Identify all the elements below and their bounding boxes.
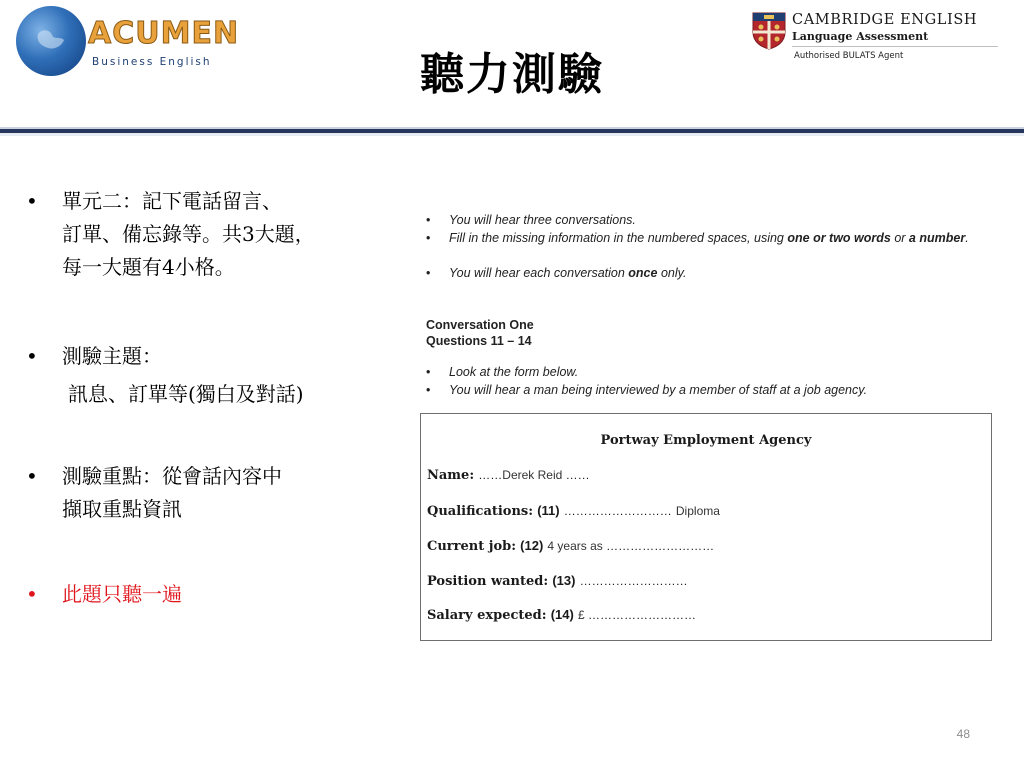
form-label: Qualifications: xyxy=(427,504,534,519)
question-number: (11) xyxy=(537,503,560,518)
bullet-dot-icon: • xyxy=(426,266,431,280)
bullet-dot-icon: • xyxy=(426,383,431,397)
instruction-text xyxy=(449,265,999,282)
form-label: Name: xyxy=(427,468,475,483)
form-dots: ……………………… xyxy=(579,574,688,588)
instruction-text: Look at the form below. xyxy=(449,365,579,379)
form-dots: …… xyxy=(478,468,503,482)
instruction-text xyxy=(449,230,999,247)
header-divider xyxy=(0,127,1024,136)
instruction-emphasis: a number xyxy=(908,231,966,245)
form-row-current-job xyxy=(427,538,987,554)
bullet-line: 擷取重點資訊 xyxy=(62,497,182,521)
bullet-line: 訂單、備忘錄等。共3大題， xyxy=(62,222,315,246)
section-title: Conversation One xyxy=(426,318,534,332)
cambridge-agent-label: Authorised BULATS Agent xyxy=(794,51,904,61)
form-answer: £ xyxy=(577,608,585,622)
bullet-dot-icon: • xyxy=(26,464,38,488)
form-dots: ……………………… xyxy=(563,504,672,518)
question-number: (12) xyxy=(520,538,544,553)
bullet-dot-icon: • xyxy=(26,582,38,606)
form-dots: …… xyxy=(562,468,590,482)
agency-form xyxy=(420,413,992,641)
bullet-dot-icon: • xyxy=(426,365,431,379)
form-title: Portway Employment Agency xyxy=(600,433,812,448)
bullet-line: 測驗重點：從會話內容中 xyxy=(62,464,282,488)
acumen-tagline: Business English xyxy=(92,56,212,68)
form-dots: ……………………… xyxy=(602,539,715,553)
form-row-position-wanted xyxy=(427,573,987,589)
instruction-text-part: Fill in the missing information in the numbered spaces, using xyxy=(449,231,788,245)
instruction-text: You will hear three conversations. xyxy=(449,213,636,227)
bullet-line: 每一大題有4小格。 xyxy=(62,255,235,279)
cambridge-title: CAMBRIDGE ENGLISH xyxy=(792,12,978,28)
bullet-dot-icon: • xyxy=(26,189,38,213)
form-row-salary-expected xyxy=(427,607,987,623)
bullet-line: 此題只聽一遍 xyxy=(62,582,182,606)
instruction-text-part: or xyxy=(890,231,909,245)
form-label: Position wanted: xyxy=(427,574,549,589)
bullet-dot-icon: • xyxy=(26,344,38,368)
form-answer: Diploma xyxy=(675,504,720,518)
form-row-name xyxy=(427,468,987,483)
cambridge-crest-icon xyxy=(752,12,786,50)
section-questions: Questions 11 – 14 xyxy=(426,334,532,348)
form-dots: ……………………… xyxy=(584,608,697,622)
form-label: Current job: xyxy=(427,539,517,554)
instruction-text-part: You will hear each conversation xyxy=(449,266,629,280)
cambridge-divider xyxy=(792,46,998,47)
question-number: (13) xyxy=(552,573,576,588)
bullet-line: 訊息、訂單等(獨白及對話) xyxy=(68,382,304,406)
instruction-text: You will hear a man being interviewed by a member of staff at a job agency. xyxy=(449,383,868,397)
bullet-dot-icon: • xyxy=(426,231,431,245)
page-number: 48 xyxy=(956,727,970,741)
form-label: Salary expected: xyxy=(427,608,547,623)
instruction-text-part: . xyxy=(965,231,969,245)
instruction-text-part: only. xyxy=(657,266,687,280)
acumen-wordmark: ACUMEN xyxy=(88,16,240,51)
bullet-line: 測驗主題： xyxy=(62,344,162,368)
question-number: (14) xyxy=(550,607,574,622)
instruction-emphasis: once xyxy=(628,266,658,280)
page-title: 聽力測驗 xyxy=(420,49,604,100)
form-answer: Derek Reid xyxy=(502,468,563,482)
bullet-line: 單元二：記下電話留言、 xyxy=(62,189,282,213)
bullet-dot-icon: • xyxy=(426,213,431,227)
form-answer: 4 years as xyxy=(547,539,603,553)
instruction-emphasis: one or two words xyxy=(787,231,891,245)
cambridge-english-logo xyxy=(752,10,1002,66)
cambridge-subtitle: Language Assessment xyxy=(792,30,929,43)
form-row-qualifications xyxy=(427,503,987,519)
